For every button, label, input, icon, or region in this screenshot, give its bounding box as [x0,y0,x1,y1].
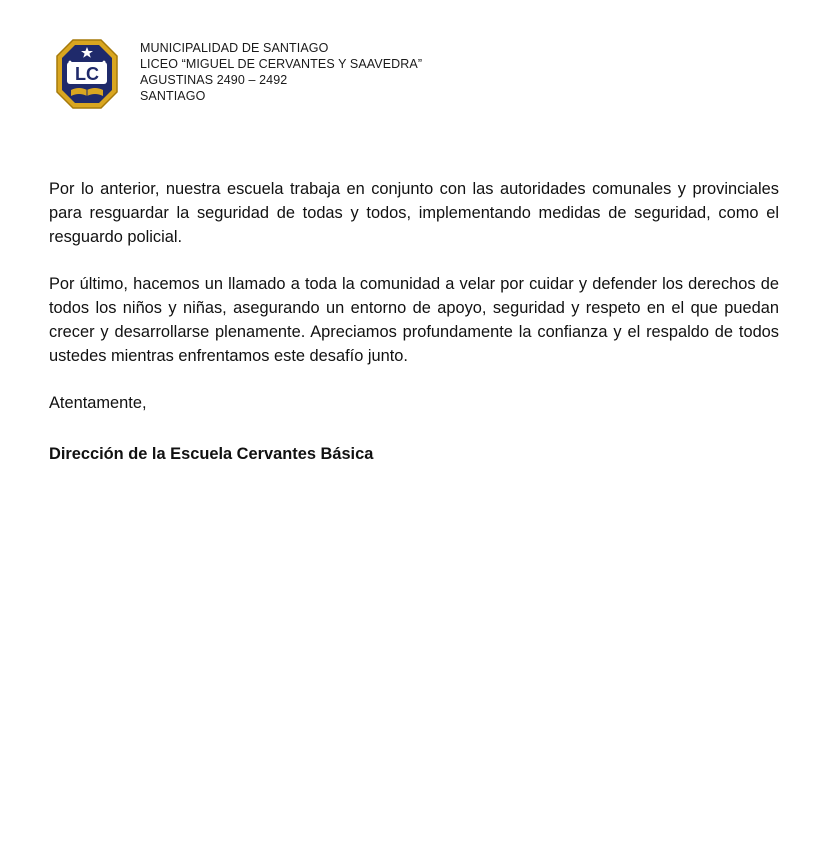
signature-line: Dirección de la Escuela Cervantes Básica [49,445,374,463]
school-name: LICEO “MIGUEL DE CERVANTES Y SAAVEDRA” [140,57,423,71]
letterhead [55,38,422,110]
paragraph-security-measures: Por lo anterior, nuestra escuela trabaja en conjunto con las autoridades comunales y provinciales para resguardar la seguridad de todas y todos, implementando medidas de seguridad, como el resguardo policial. [49,180,779,246]
closing-salutation: Atentamente, [49,394,147,412]
municipality-name: MUNICIPALIDAD DE SANTIAGO [140,41,329,55]
school-address: AGUSTINAS 2490 – 2492 [140,73,288,87]
letter-body [49,177,779,466]
school-city: SANTIAGO [140,89,206,103]
school-address-block [140,38,422,104]
paragraph-community-call: Por último, hacemos un llamado a toda la comunidad a velar por cuidar y defender los derechos de todos los niños y niñas, asegurando un entorno de apoyo, seguridad y respeto en el que puedan crecer y desarrollarse plenamente. Apreciamos profundamente la confianza y el respaldo de todos ustedes mientras enfrentamos este desafío junto. [49,275,779,365]
school-crest-logo [55,38,119,110]
logo-monogram: LC [75,64,99,84]
